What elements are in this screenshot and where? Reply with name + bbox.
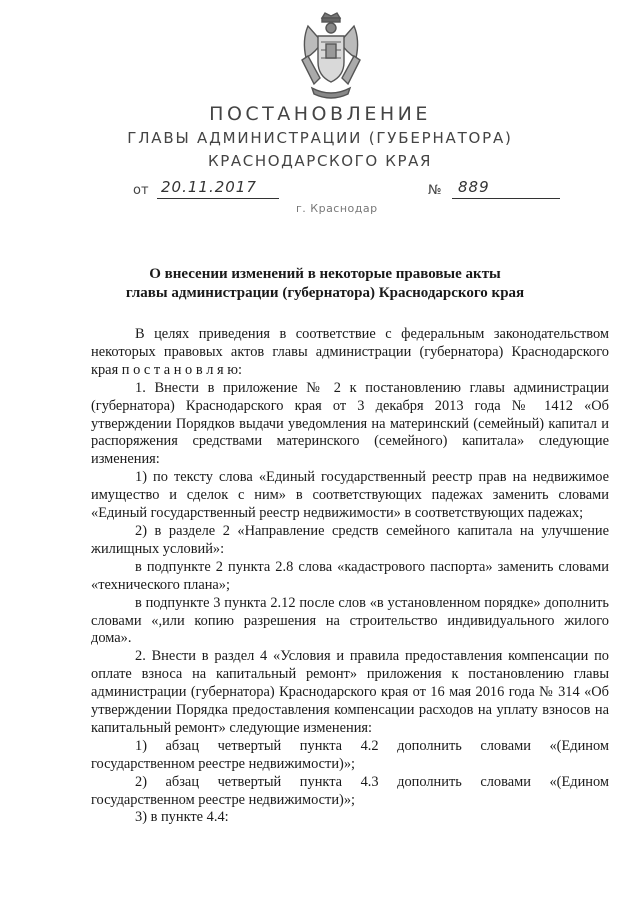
- date-label: от: [133, 183, 149, 198]
- paragraph: 2) в разделе 2 «Направление средств семейного капитала на улучшение жилищных условий»:: [91, 522, 609, 557]
- paragraph: 2) абзац четвертый пункта 4.3 дополнить словами «(Едином государственном реестре недвижимости)»;: [91, 773, 609, 808]
- date-underline: [157, 198, 279, 199]
- number-label: №: [428, 183, 442, 198]
- number-value: 889: [458, 178, 490, 196]
- paragraph: 3) в пункте 4.4:: [135, 809, 229, 826]
- document-type-heading: ПОСТАНОВЛЕНИЕ: [209, 103, 431, 125]
- number-underline: [452, 198, 560, 199]
- paragraph: 2. Внести в раздел 4 «Условия и правила предоставления компенсации по оплате взноса на капитальный ремонт» приложения к постановлению главы администрации (губернатора) Краснодарского края от 16 мая 2016 года № 314 «Об утверждении Порядка предоставления компенсации расходов на уплату взносов на капитальный ремонт» следующие изменения:: [91, 648, 609, 736]
- paragraph: 1. Внести в приложение № 2 к постановлению главы администрации (губернатора) Краснодарского края от 3 декабря 2013 года № 1412 «Об утверждении Порядков выдачи уведомления на материнский (семейный) капитал и распоряжения средствами материнского (семейного) капитала» следующие изменения:: [91, 379, 609, 468]
- city-label: г. Краснодар: [296, 202, 378, 215]
- paragraph: 1) абзац четвертый пункта 4.2 дополнить словами «(Едином государственном реестре недвижимости)»;: [91, 737, 609, 772]
- issuer-heading-line1: ГЛАВЫ АДМИНИСТРАЦИИ (ГУБЕРНАТОРА): [127, 129, 513, 147]
- coat-of-arms-emblem: [298, 12, 364, 100]
- title-line: О внесении изменений в некоторые правовые акты: [149, 266, 501, 282]
- title-line: главы администрации (губернатора) Краснодарского края: [125, 285, 525, 301]
- paragraph: 1) по тексту слова «Единый государственный реестр прав на недвижимое имущество и сделок с ним» в соответствующих падежах заменить словами «Единый государственный реестр недвижимости» в соответствующих падежах;: [91, 469, 609, 522]
- paragraph: В целях приведения в соответствие с федеральным законодательством некоторых правовых актов главы администрации (губернатора) Краснодарского края п о с т а н о в л я ю:: [91, 326, 609, 378]
- issuer-heading-line2: КРАСНОДАРСКОГО КРАЯ: [208, 152, 432, 170]
- document-body: [91, 326, 609, 827]
- date-value: 20.11.2017: [161, 178, 257, 196]
- paragraph: в подпункте 2 пункта 2.8 слова «кадастрового паспорта» заменить словами «технического плана»;: [91, 558, 609, 593]
- paragraph: в подпункте 3 пункта 2.12 после слов «в установленном порядке» дополнить словами «,или копию разрешения на строительство индивидуального жилого дома».: [91, 594, 609, 647]
- document-title: [60, 265, 590, 303]
